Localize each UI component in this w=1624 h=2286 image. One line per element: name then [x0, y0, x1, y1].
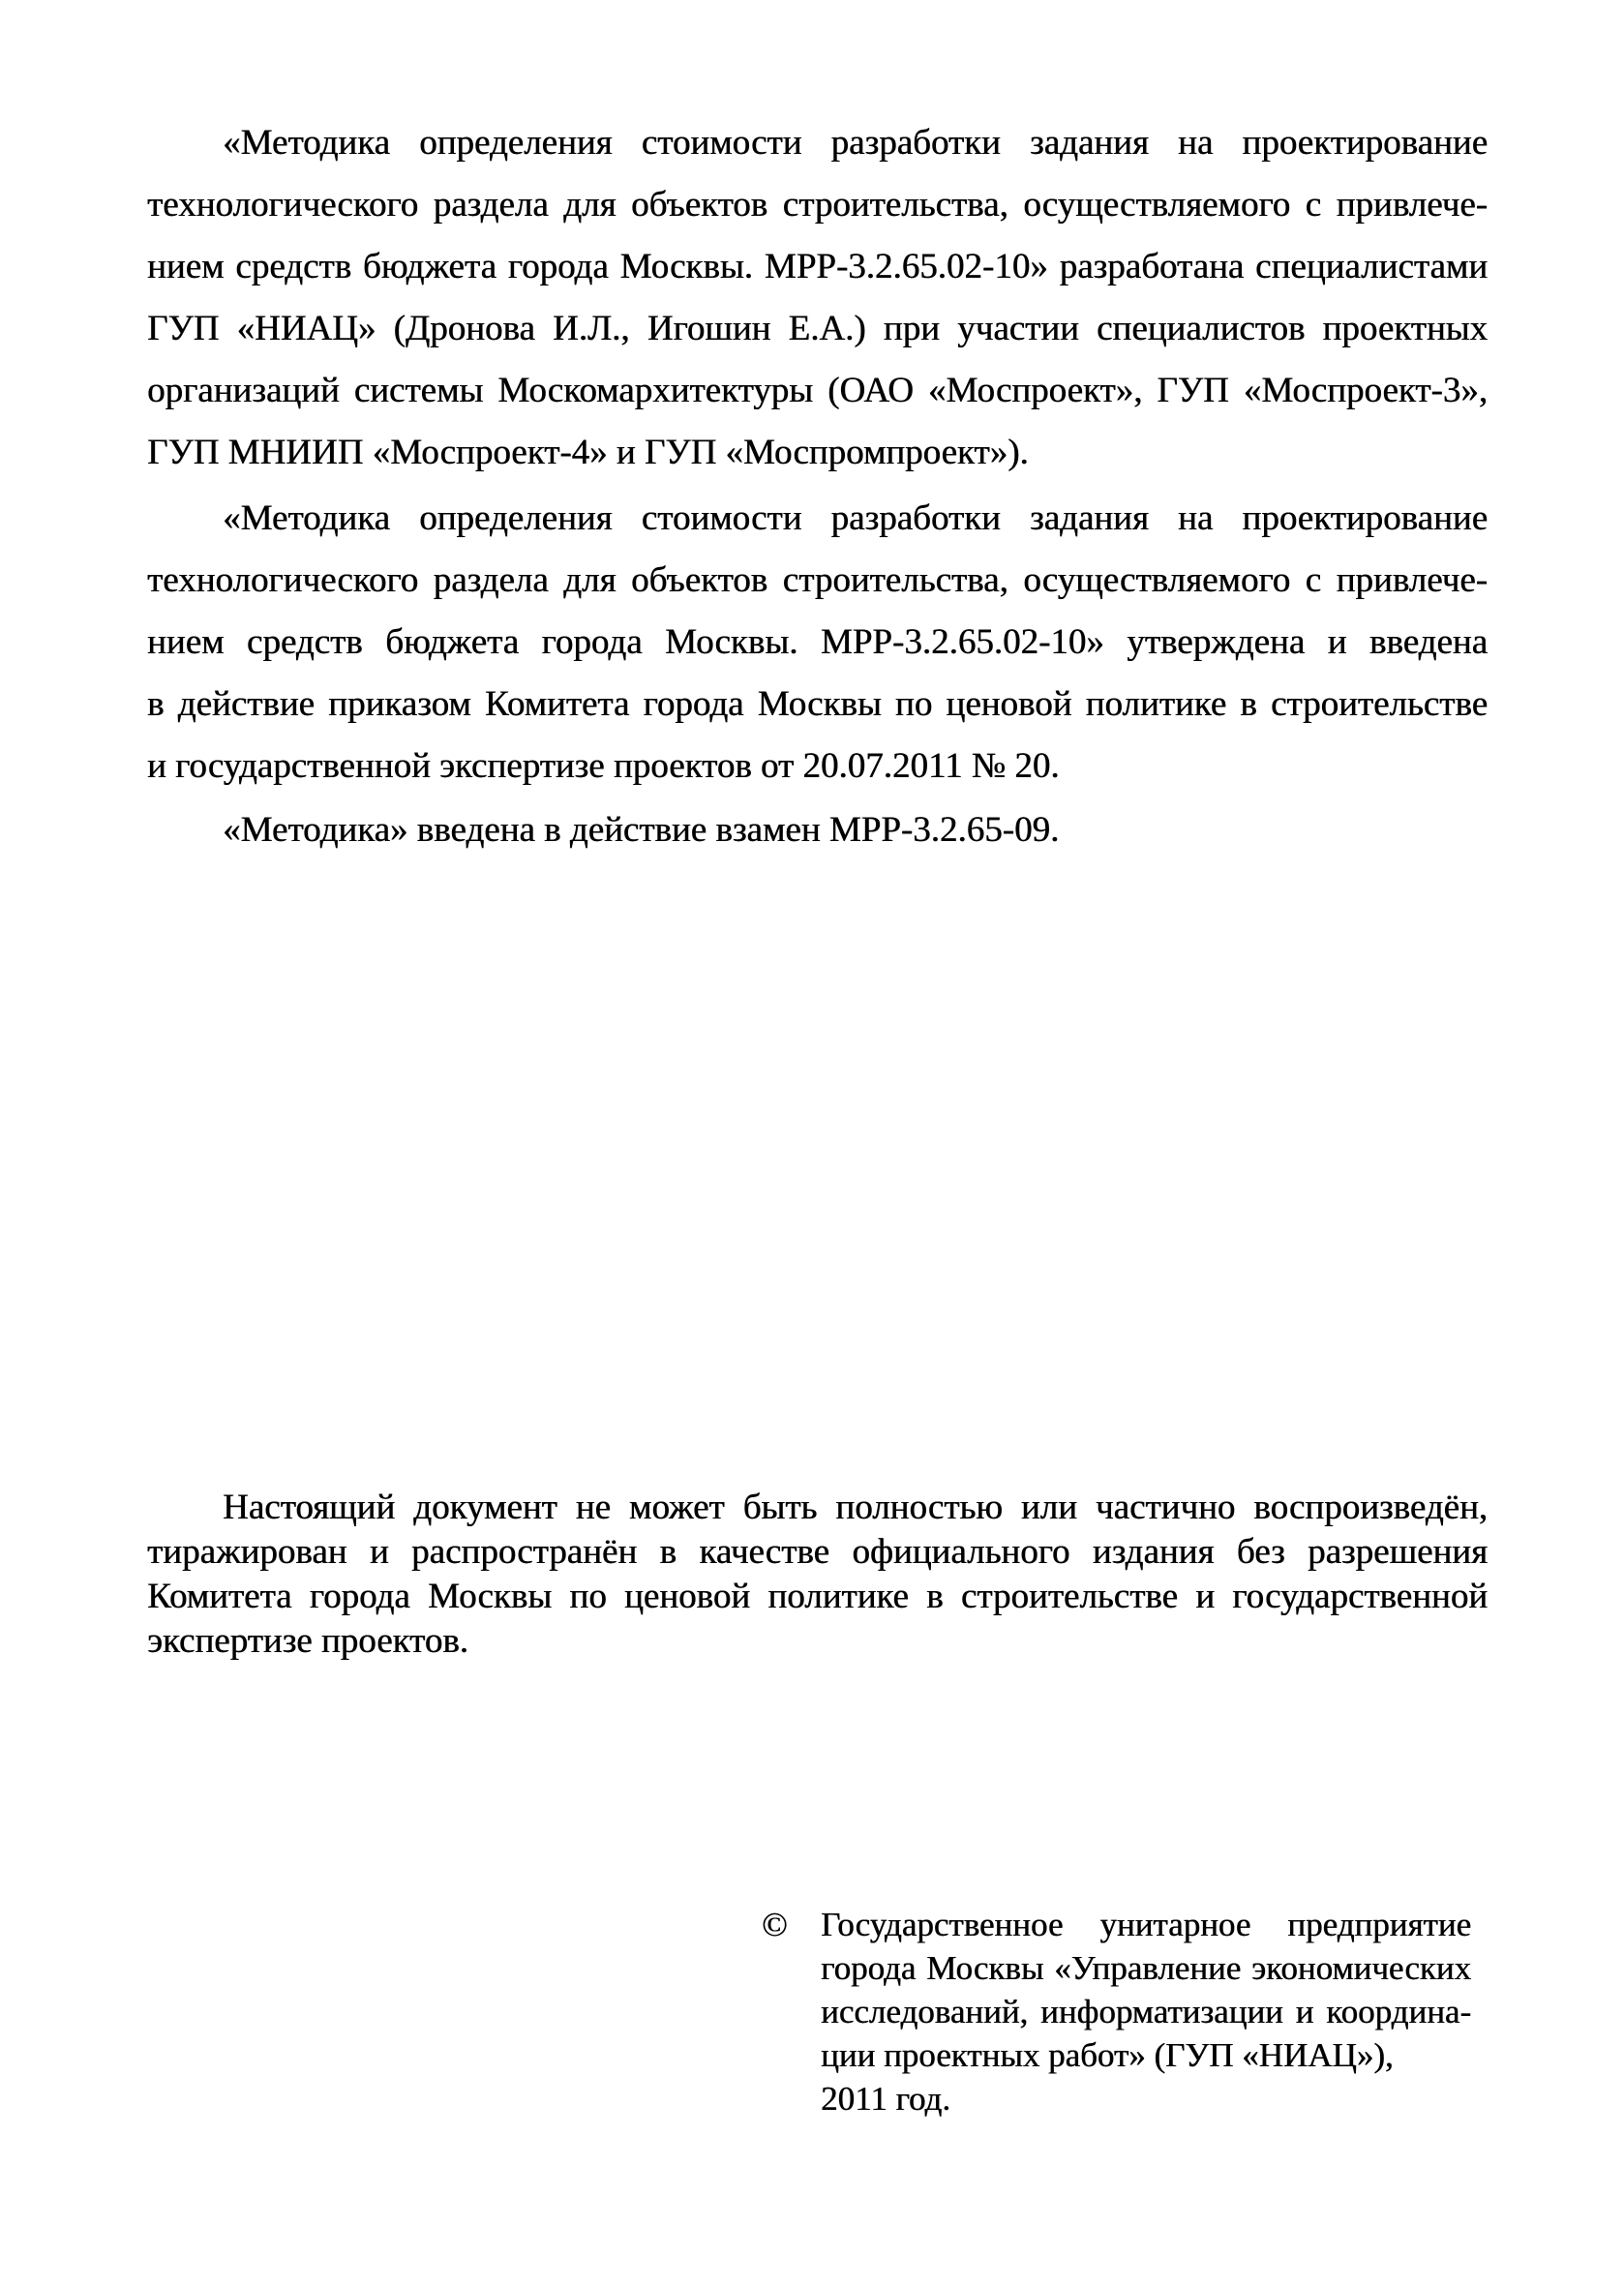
- text-line: технологического раздела для объектов строительства, осуществляемого с привлече-: [147, 560, 1488, 600]
- paragraph-approval: [147, 488, 1488, 797]
- text-line: города Москвы «Управление экономических: [821, 1949, 1471, 1987]
- copyright-text: [821, 1903, 1471, 2121]
- text-line: исследований, информатизации и координа-: [821, 1993, 1471, 2030]
- paragraph-authorship: [147, 112, 1488, 484]
- paragraph-reproduction-notice: [147, 1486, 1488, 1664]
- text-line: организаций системы Москомархитектуры (ОАО «Моспроект», ГУП «Моспроект-3»,: [147, 371, 1488, 410]
- text-line: ГУП «НИАЦ» (Дронова И.Л., Игошин Е.А.) при участии специалистов проектных: [147, 309, 1488, 348]
- text-line: Государственное унитарное предприятие: [821, 1906, 1471, 1943]
- copyright-block: [762, 1903, 1471, 2121]
- text-line: Настоящий документ не может быть полностью или частично воспроизведён,: [223, 1488, 1488, 1527]
- text-line: Комитета города Москвы по ценовой политике в строительстве и государственной: [147, 1577, 1488, 1616]
- paragraph-replacement: [147, 799, 1488, 861]
- text-line: в действие приказом Комитета города Москвы по ценовой политике в строительстве: [147, 684, 1488, 724]
- text-line: тиражирован и распространён в качестве официального издания без разрешения: [147, 1532, 1488, 1572]
- text-line: «Методика определения стоимости разработки задания на проектирование: [223, 498, 1488, 538]
- text-line: и государственной экспертизе проектов от 20.07.2011 № 20.: [147, 746, 1060, 786]
- text-line: ГУП МНИИП «Моспроект-4» и ГУП «Моспромпроект»).: [147, 433, 1029, 472]
- copyright-symbol: ©: [762, 1906, 788, 1943]
- text-line: нием средств бюджета города Москвы. МРР-3.2.65.02-10» разработана специалистами: [147, 247, 1488, 286]
- text-line: ции проектных работ» (ГУП «НИАЦ»),: [821, 2036, 1394, 2074]
- text-line: экспертизе проектов.: [147, 1621, 468, 1661]
- text-line: 2011 год.: [821, 2080, 950, 2118]
- text-line: «Методика определения стоимости разработки задания на проектирование: [223, 123, 1488, 163]
- text-line: технологического раздела для объектов строительства, осуществляемого с привлече-: [147, 185, 1488, 225]
- text-line: «Методика» введена в действие взамен МРР-3.2.65-09.: [223, 810, 1060, 850]
- text-line: нием средств бюджета города Москвы. МРР-3.2.65.02-10» утверждена и введена: [147, 622, 1488, 662]
